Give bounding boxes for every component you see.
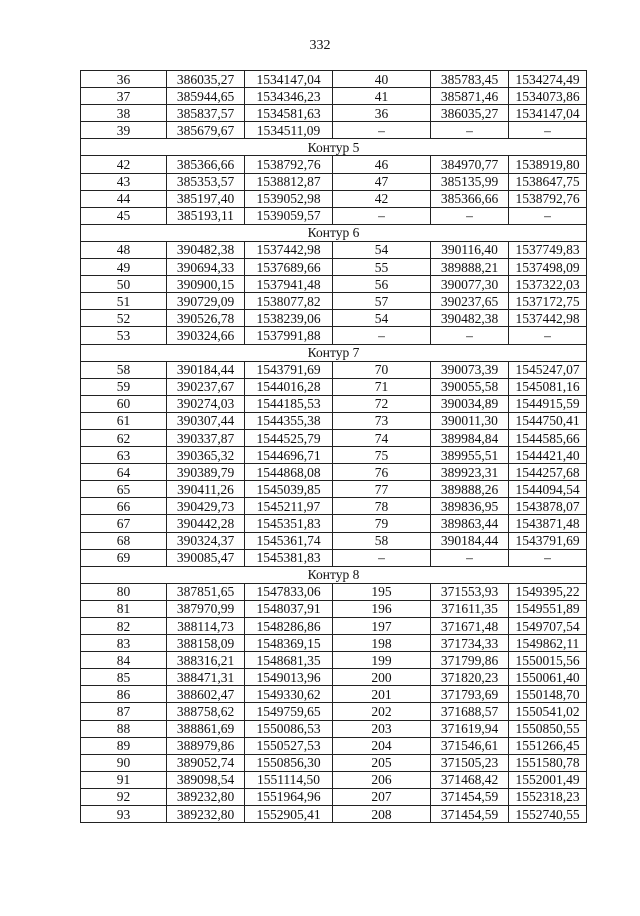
table-row [81, 481, 587, 498]
table-row [81, 788, 587, 805]
y-coordinate-cell: 1551266,45 [509, 737, 587, 754]
x-coordinate-cell: 371553,93 [431, 583, 509, 600]
point-number-cell: 58 [81, 361, 167, 378]
x-coordinate-cell: 390365,32 [167, 447, 245, 464]
point-number-cell: – [333, 549, 431, 566]
x-coordinate-cell: 389888,21 [431, 259, 509, 276]
point-number-cell: 54 [333, 310, 431, 327]
table-row [81, 241, 587, 258]
x-coordinate-cell: 390077,30 [431, 276, 509, 293]
point-number-cell: 42 [333, 190, 431, 207]
x-coordinate-cell: 390237,67 [167, 378, 245, 395]
table-row [81, 515, 587, 532]
table-row [81, 429, 587, 446]
y-coordinate-cell: 1538919,80 [509, 156, 587, 173]
y-coordinate-cell: 1538792,76 [245, 156, 333, 173]
x-coordinate-cell: 390442,28 [167, 515, 245, 532]
x-coordinate-cell: 386035,27 [167, 71, 245, 88]
x-coordinate-cell: 371611,35 [431, 600, 509, 617]
y-coordinate-cell: 1545247,07 [509, 361, 587, 378]
x-coordinate-cell: 390274,03 [167, 395, 245, 412]
y-coordinate-cell: 1544525,79 [245, 429, 333, 446]
point-number-cell: 92 [81, 788, 167, 805]
x-coordinate-cell: 389098,54 [167, 771, 245, 788]
x-coordinate-cell: – [431, 122, 509, 139]
x-coordinate-cell: 389955,51 [431, 447, 509, 464]
y-coordinate-cell: 1549551,89 [509, 600, 587, 617]
y-coordinate-cell: 1534274,49 [509, 71, 587, 88]
y-coordinate-cell: 1552001,49 [509, 771, 587, 788]
y-coordinate-cell: 1538812,87 [245, 173, 333, 190]
point-number-cell: 206 [333, 771, 431, 788]
y-coordinate-cell: 1544750,41 [509, 412, 587, 429]
x-coordinate-cell: 388979,86 [167, 737, 245, 754]
table-row [81, 754, 587, 771]
y-coordinate-cell: – [509, 327, 587, 344]
y-coordinate-cell: 1552318,23 [509, 788, 587, 805]
y-coordinate-cell: 1549395,22 [509, 583, 587, 600]
x-coordinate-cell: 389232,80 [167, 806, 245, 823]
y-coordinate-cell: 1551114,50 [245, 771, 333, 788]
x-coordinate-cell: 388158,09 [167, 635, 245, 652]
y-coordinate-cell: – [509, 122, 587, 139]
point-number-cell: 207 [333, 788, 431, 805]
y-coordinate-cell: 1552740,55 [509, 806, 587, 823]
contour-title: Контур 6 [81, 224, 587, 241]
point-number-cell: 90 [81, 754, 167, 771]
x-coordinate-cell: 389052,74 [167, 754, 245, 771]
x-coordinate-cell: 385944,65 [167, 88, 245, 105]
point-number-cell: 63 [81, 447, 167, 464]
x-coordinate-cell: 371454,59 [431, 788, 509, 805]
table-row [81, 361, 587, 378]
point-number-cell: – [333, 122, 431, 139]
contour-header-row [81, 224, 587, 241]
x-coordinate-cell: 385366,66 [167, 156, 245, 173]
x-coordinate-cell: 387851,65 [167, 583, 245, 600]
y-coordinate-cell: 1550148,70 [509, 686, 587, 703]
y-coordinate-cell: 1543791,69 [245, 361, 333, 378]
table-row [81, 464, 587, 481]
y-coordinate-cell: 1549862,11 [509, 635, 587, 652]
y-coordinate-cell: 1545081,16 [509, 378, 587, 395]
x-coordinate-cell: 390184,44 [431, 532, 509, 549]
table-row [81, 276, 587, 293]
point-number-cell: 41 [333, 88, 431, 105]
table-row [81, 806, 587, 823]
y-coordinate-cell: 1548681,35 [245, 652, 333, 669]
x-coordinate-cell: 388471,31 [167, 669, 245, 686]
point-number-cell: 54 [333, 241, 431, 258]
contour-header-row [81, 139, 587, 156]
y-coordinate-cell: 1538792,76 [509, 190, 587, 207]
y-coordinate-cell: 1549759,65 [245, 703, 333, 720]
x-coordinate-cell: 390337,87 [167, 429, 245, 446]
point-number-cell: 68 [81, 532, 167, 549]
point-number-cell: 202 [333, 703, 431, 720]
contour-header-row [81, 566, 587, 583]
x-coordinate-cell: 371454,59 [431, 806, 509, 823]
y-coordinate-cell: 1544585,66 [509, 429, 587, 446]
point-number-cell: 45 [81, 207, 167, 224]
table-row [81, 173, 587, 190]
x-coordinate-cell: 390184,44 [167, 361, 245, 378]
y-coordinate-cell: 1543878,07 [509, 498, 587, 515]
y-coordinate-cell: 1551964,96 [245, 788, 333, 805]
point-number-cell: 71 [333, 378, 431, 395]
table-row [81, 720, 587, 737]
x-coordinate-cell: 390526,78 [167, 310, 245, 327]
y-coordinate-cell: 1534346,23 [245, 88, 333, 105]
table-row [81, 412, 587, 429]
y-coordinate-cell: 1550015,56 [509, 652, 587, 669]
x-coordinate-cell: 371671,48 [431, 618, 509, 635]
point-number-cell: 93 [81, 806, 167, 823]
table-row [81, 156, 587, 173]
point-number-cell: 60 [81, 395, 167, 412]
y-coordinate-cell: 1544355,38 [245, 412, 333, 429]
y-coordinate-cell: 1548037,91 [245, 600, 333, 617]
x-coordinate-cell: 389984,84 [431, 429, 509, 446]
y-coordinate-cell: 1534073,86 [509, 88, 587, 105]
point-number-cell: 65 [81, 481, 167, 498]
point-number-cell: – [333, 327, 431, 344]
x-coordinate-cell: 390324,37 [167, 532, 245, 549]
point-number-cell: 196 [333, 600, 431, 617]
coordinates-table-body [81, 71, 587, 823]
table-row [81, 532, 587, 549]
y-coordinate-cell: 1537689,66 [245, 259, 333, 276]
x-coordinate-cell: 385837,57 [167, 105, 245, 122]
y-coordinate-cell: 1537322,03 [509, 276, 587, 293]
table-row [81, 549, 587, 566]
x-coordinate-cell: 371688,57 [431, 703, 509, 720]
point-number-cell: 42 [81, 156, 167, 173]
y-coordinate-cell: 1550850,55 [509, 720, 587, 737]
table-row [81, 310, 587, 327]
point-number-cell: 50 [81, 276, 167, 293]
y-coordinate-cell: 1543871,48 [509, 515, 587, 532]
x-coordinate-cell: 390055,58 [431, 378, 509, 395]
y-coordinate-cell: 1544094,54 [509, 481, 587, 498]
point-number-cell: 76 [333, 464, 431, 481]
contour-title: Контур 7 [81, 344, 587, 361]
contour-title: Контур 5 [81, 139, 587, 156]
y-coordinate-cell: 1551580,78 [509, 754, 587, 771]
y-coordinate-cell: 1550061,40 [509, 669, 587, 686]
page-number: 332 [309, 38, 331, 53]
x-coordinate-cell: 371799,86 [431, 652, 509, 669]
x-coordinate-cell: 371505,23 [431, 754, 509, 771]
table-row [81, 737, 587, 754]
x-coordinate-cell: 385679,67 [167, 122, 245, 139]
point-number-cell: 195 [333, 583, 431, 600]
table-row [81, 652, 587, 669]
table-row [81, 635, 587, 652]
x-coordinate-cell: 390389,79 [167, 464, 245, 481]
point-number-cell: 59 [81, 378, 167, 395]
x-coordinate-cell: – [431, 327, 509, 344]
table-row [81, 293, 587, 310]
point-number-cell: 80 [81, 583, 167, 600]
point-number-cell: 39 [81, 122, 167, 139]
point-number-cell: 88 [81, 720, 167, 737]
x-coordinate-cell: 390237,65 [431, 293, 509, 310]
x-coordinate-cell: 390011,30 [431, 412, 509, 429]
table-row [81, 259, 587, 276]
y-coordinate-cell: 1537991,88 [245, 327, 333, 344]
x-coordinate-cell: 385193,11 [167, 207, 245, 224]
table-row [81, 771, 587, 788]
point-number-cell: 78 [333, 498, 431, 515]
point-number-cell: 66 [81, 498, 167, 515]
y-coordinate-cell: 1534147,04 [245, 71, 333, 88]
point-number-cell: 201 [333, 686, 431, 703]
y-coordinate-cell: 1545039,85 [245, 481, 333, 498]
point-number-cell: 52 [81, 310, 167, 327]
x-coordinate-cell: 385783,45 [431, 71, 509, 88]
point-number-cell: 204 [333, 737, 431, 754]
point-number-cell: 87 [81, 703, 167, 720]
x-coordinate-cell: 390900,15 [167, 276, 245, 293]
x-coordinate-cell: 390073,39 [431, 361, 509, 378]
point-number-cell: 84 [81, 652, 167, 669]
point-number-cell: 55 [333, 259, 431, 276]
x-coordinate-cell: 385353,57 [167, 173, 245, 190]
table-row [81, 600, 587, 617]
y-coordinate-cell: 1537941,48 [245, 276, 333, 293]
point-number-cell: 56 [333, 276, 431, 293]
y-coordinate-cell: 1544696,71 [245, 447, 333, 464]
table-row [81, 669, 587, 686]
y-coordinate-cell: 1537442,98 [509, 310, 587, 327]
point-number-cell: 51 [81, 293, 167, 310]
x-coordinate-cell: 385135,99 [431, 173, 509, 190]
y-coordinate-cell: 1550527,53 [245, 737, 333, 754]
x-coordinate-cell: 390324,66 [167, 327, 245, 344]
point-number-cell: 47 [333, 173, 431, 190]
y-coordinate-cell: 1550086,53 [245, 720, 333, 737]
y-coordinate-cell: 1537749,83 [509, 241, 587, 258]
point-number-cell: 79 [333, 515, 431, 532]
y-coordinate-cell: 1545361,74 [245, 532, 333, 549]
point-number-cell: 205 [333, 754, 431, 771]
point-number-cell: 36 [333, 105, 431, 122]
point-number-cell: 43 [81, 173, 167, 190]
contour-title: Контур 8 [81, 566, 587, 583]
point-number-cell: – [333, 207, 431, 224]
y-coordinate-cell: 1549330,62 [245, 686, 333, 703]
x-coordinate-cell: 371546,61 [431, 737, 509, 754]
point-number-cell: 75 [333, 447, 431, 464]
point-number-cell: 89 [81, 737, 167, 754]
point-number-cell: 198 [333, 635, 431, 652]
y-coordinate-cell: 1549013,96 [245, 669, 333, 686]
point-number-cell: 57 [333, 293, 431, 310]
coordinates-table [80, 70, 587, 823]
x-coordinate-cell: 371793,69 [431, 686, 509, 703]
y-coordinate-cell: 1548286,86 [245, 618, 333, 635]
y-coordinate-cell: 1552905,41 [245, 806, 333, 823]
y-coordinate-cell: 1544016,28 [245, 378, 333, 395]
point-number-cell: 48 [81, 241, 167, 258]
table-row [81, 686, 587, 703]
y-coordinate-cell: 1544915,59 [509, 395, 587, 412]
x-coordinate-cell: 390307,44 [167, 412, 245, 429]
point-number-cell: 82 [81, 618, 167, 635]
y-coordinate-cell: 1538647,75 [509, 173, 587, 190]
y-coordinate-cell: 1543791,69 [509, 532, 587, 549]
x-coordinate-cell: 388114,73 [167, 618, 245, 635]
point-number-cell: 37 [81, 88, 167, 105]
y-coordinate-cell: 1537498,09 [509, 259, 587, 276]
point-number-cell: 83 [81, 635, 167, 652]
y-coordinate-cell: 1539052,98 [245, 190, 333, 207]
table-row [81, 327, 587, 344]
point-number-cell: 62 [81, 429, 167, 446]
x-coordinate-cell: 389232,80 [167, 788, 245, 805]
point-number-cell: 69 [81, 549, 167, 566]
point-number-cell: 61 [81, 412, 167, 429]
table-row [81, 618, 587, 635]
x-coordinate-cell: 390429,73 [167, 498, 245, 515]
x-coordinate-cell: 386035,27 [431, 105, 509, 122]
x-coordinate-cell: 387970,99 [167, 600, 245, 617]
x-coordinate-cell: 384970,77 [431, 156, 509, 173]
table-row [81, 395, 587, 412]
x-coordinate-cell: – [431, 549, 509, 566]
y-coordinate-cell: 1544185,53 [245, 395, 333, 412]
table-row [81, 122, 587, 139]
table-row [81, 207, 587, 224]
point-number-cell: 81 [81, 600, 167, 617]
point-number-cell: 49 [81, 259, 167, 276]
point-number-cell: 58 [333, 532, 431, 549]
y-coordinate-cell: – [509, 207, 587, 224]
y-coordinate-cell: 1545351,83 [245, 515, 333, 532]
y-coordinate-cell: 1550856,30 [245, 754, 333, 771]
table-row [81, 583, 587, 600]
y-coordinate-cell: 1544868,08 [245, 464, 333, 481]
point-number-cell: 44 [81, 190, 167, 207]
y-coordinate-cell: 1537442,98 [245, 241, 333, 258]
x-coordinate-cell: 388316,21 [167, 652, 245, 669]
x-coordinate-cell: 390482,38 [167, 241, 245, 258]
point-number-cell: 38 [81, 105, 167, 122]
table-row [81, 447, 587, 464]
table-row [81, 190, 587, 207]
point-number-cell: 197 [333, 618, 431, 635]
y-coordinate-cell: 1534581,63 [245, 105, 333, 122]
y-coordinate-cell: 1544421,40 [509, 447, 587, 464]
y-coordinate-cell: 1549707,54 [509, 618, 587, 635]
x-coordinate-cell: 389863,44 [431, 515, 509, 532]
point-number-cell: 40 [333, 71, 431, 88]
y-coordinate-cell: 1544257,68 [509, 464, 587, 481]
point-number-cell: 74 [333, 429, 431, 446]
x-coordinate-cell: 390694,33 [167, 259, 245, 276]
table-row [81, 498, 587, 515]
table-row [81, 703, 587, 720]
point-number-cell: 53 [81, 327, 167, 344]
y-coordinate-cell: 1539059,57 [245, 207, 333, 224]
x-coordinate-cell: 390482,38 [431, 310, 509, 327]
x-coordinate-cell: 390034,89 [431, 395, 509, 412]
point-number-cell: 67 [81, 515, 167, 532]
point-number-cell: 200 [333, 669, 431, 686]
point-number-cell: 86 [81, 686, 167, 703]
point-number-cell: 70 [333, 361, 431, 378]
point-number-cell: 77 [333, 481, 431, 498]
x-coordinate-cell: 385366,66 [431, 190, 509, 207]
point-number-cell: 46 [333, 156, 431, 173]
y-coordinate-cell: 1538239,06 [245, 310, 333, 327]
y-coordinate-cell: 1545381,83 [245, 549, 333, 566]
point-number-cell: 85 [81, 669, 167, 686]
point-number-cell: 72 [333, 395, 431, 412]
point-number-cell: 203 [333, 720, 431, 737]
y-coordinate-cell: 1538077,82 [245, 293, 333, 310]
contour-header-row [81, 344, 587, 361]
point-number-cell: 199 [333, 652, 431, 669]
x-coordinate-cell: 385871,46 [431, 88, 509, 105]
point-number-cell: 208 [333, 806, 431, 823]
x-coordinate-cell: 389836,95 [431, 498, 509, 515]
table-row [81, 71, 587, 88]
y-coordinate-cell: – [509, 549, 587, 566]
x-coordinate-cell: 388602,47 [167, 686, 245, 703]
point-number-cell: 64 [81, 464, 167, 481]
y-coordinate-cell: 1548369,15 [245, 635, 333, 652]
x-coordinate-cell: 390729,09 [167, 293, 245, 310]
x-coordinate-cell: 388758,62 [167, 703, 245, 720]
point-number-cell: 36 [81, 71, 167, 88]
x-coordinate-cell: 390085,47 [167, 549, 245, 566]
point-number-cell: 73 [333, 412, 431, 429]
x-coordinate-cell: 388861,69 [167, 720, 245, 737]
table-row [81, 378, 587, 395]
y-coordinate-cell: 1545211,97 [245, 498, 333, 515]
x-coordinate-cell: 390411,26 [167, 481, 245, 498]
x-coordinate-cell: 385197,40 [167, 190, 245, 207]
x-coordinate-cell: 371468,42 [431, 771, 509, 788]
x-coordinate-cell: 371619,94 [431, 720, 509, 737]
x-coordinate-cell: 371820,23 [431, 669, 509, 686]
y-coordinate-cell: 1537172,75 [509, 293, 587, 310]
x-coordinate-cell: 371734,33 [431, 635, 509, 652]
x-coordinate-cell: – [431, 207, 509, 224]
y-coordinate-cell: 1547833,06 [245, 583, 333, 600]
x-coordinate-cell: 389923,31 [431, 464, 509, 481]
table-row [81, 88, 587, 105]
point-number-cell: 91 [81, 771, 167, 788]
table-row [81, 105, 587, 122]
y-coordinate-cell: 1534147,04 [509, 105, 587, 122]
y-coordinate-cell: 1534511,09 [245, 122, 333, 139]
y-coordinate-cell: 1550541,02 [509, 703, 587, 720]
x-coordinate-cell: 390116,40 [431, 241, 509, 258]
x-coordinate-cell: 389888,26 [431, 481, 509, 498]
